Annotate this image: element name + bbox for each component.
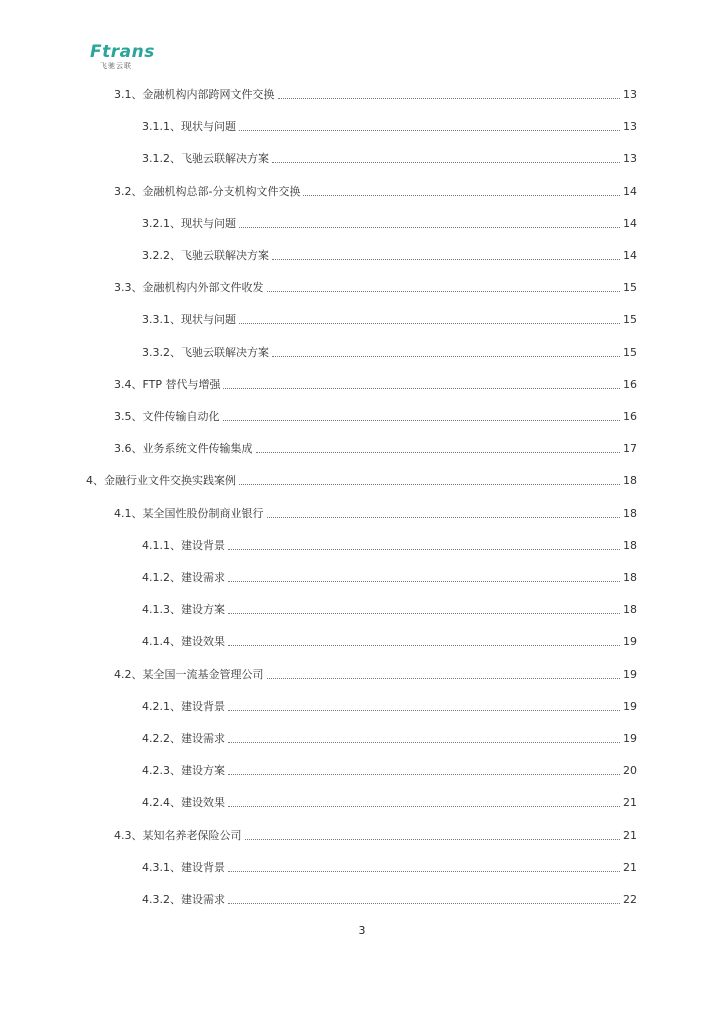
toc-entry-title: 4.2、某全国一流基金管理公司 [114,667,264,681]
toc-entry[interactable] [114,179,637,199]
toc-entry-title: 3.2、金融机构总部-分支机构文件交换 [114,184,301,198]
toc-dot-leader [228,709,620,711]
toc-entry-title: 3.6、业务系统文件传输集成 [114,442,253,456]
toc-entry-title: 4.2.2、建设需求 [142,732,225,745]
toc-entry[interactable] [142,114,637,134]
toc-entry-title: 3.5、文件传输自动化 [114,410,220,423]
toc-entry[interactable] [142,597,637,617]
toc-entry-title: 3.1、金融机构内部跨网文件交换 [114,88,275,101]
toc-entry[interactable] [114,662,637,682]
toc-dot-leader [267,677,621,679]
toc-dot-leader [228,548,620,550]
toc-entry[interactable] [114,275,637,295]
toc-entry[interactable] [142,758,637,778]
toc-dot-leader [228,612,620,614]
toc-entry-page: 18 [623,571,637,584]
toc-entry[interactable] [142,790,637,810]
toc-entry-title: 3.1.1、现状与问题 [142,120,236,134]
toc-dot-leader [228,902,620,904]
toc-entry-page: 21 [623,860,637,874]
toc-entry-title: 4.2.4、建设效果 [142,796,225,810]
toc-entry-title: 3.4、FTP 替代与增强 [114,377,221,391]
toc-entry-title: 4.2.3、建设方案 [142,764,225,778]
toc-dot-leader [267,516,621,518]
toc-entry-title: 3.1.2、飞驰云联解决方案 [142,152,269,166]
toc-entry-page: 18 [623,538,637,552]
toc-dot-leader [228,805,620,807]
toc-entry[interactable] [142,887,637,907]
toc-entry-page: 21 [623,796,637,810]
toc-entry[interactable] [114,501,637,521]
toc-entry[interactable] [142,340,637,360]
toc-entry-title: 4.1.1、建设背景 [142,538,225,552]
toc-dot-leader [239,483,620,485]
toc-dot-leader [239,129,620,131]
toc-entry-page: 19 [623,667,637,681]
toc-entry[interactable] [142,629,637,649]
toc-dot-leader [239,226,620,228]
toc-dot-leader [272,161,620,163]
toc-dot-leader [272,355,620,357]
toc-entry[interactable] [114,823,637,843]
toc-dot-leader [272,258,620,260]
toc-entry[interactable] [142,855,637,875]
toc-entry-page: 17 [623,442,637,456]
toc-entry-page: 14 [623,184,637,198]
toc-dot-leader [228,870,620,872]
toc-entry[interactable] [114,404,637,424]
toc-entry-page: 19 [623,732,637,745]
toc-entry-page: 21 [623,828,637,842]
toc-entry[interactable] [142,726,637,746]
toc-dot-leader [223,387,620,389]
company-logo [90,44,190,70]
toc-entry-title: 3.3.2、飞驰云联解决方案 [142,345,269,359]
toc-entry-page: 19 [623,635,637,649]
toc-entry-title: 3.3.1、现状与问题 [142,313,236,327]
toc-entry-title: 3.2.1、现状与问题 [142,216,236,230]
toc-entry[interactable] [142,243,637,263]
toc-dot-leader [278,97,621,99]
toc-entry-title: 4.3.2、建设需求 [142,893,225,906]
toc-entry-title: 4.1.2、建设需求 [142,571,225,584]
logo-subtitle: 飞驰云联 [100,62,132,70]
toc-entry[interactable] [114,82,637,102]
toc-entry[interactable] [142,146,637,166]
toc-entry-page: 13 [623,120,637,134]
toc-entry[interactable] [86,468,637,488]
toc-entry-page: 15 [623,313,637,327]
toc-dot-leader [245,838,621,840]
logo-brand: Ftrans [90,42,155,62]
toc-dot-leader [239,322,620,324]
toc-entry[interactable] [142,307,637,327]
toc-entry-title: 4.3.1、建设背景 [142,860,225,874]
toc-dot-leader [228,580,620,582]
toc-entry-title: 4.1.3、建设方案 [142,603,225,617]
toc-dot-leader [228,741,620,743]
toc-entry-page: 14 [623,249,637,262]
page-number: 3 [358,924,366,937]
toc-entry-page: 13 [623,88,637,101]
toc-entry-page: 15 [623,345,637,359]
toc-entry-page: 16 [623,377,637,391]
toc-entry-title: 4.3、某知名养老保险公司 [114,828,242,842]
toc-entry[interactable] [142,211,637,231]
toc-entry-page: 18 [623,474,637,488]
toc-entry-title: 3.2.2、飞驰云联解决方案 [142,249,269,262]
toc-entry-page: 18 [623,603,637,617]
toc-entry-page: 20 [623,764,637,778]
toc-entry-page: 15 [623,281,637,295]
toc-entry-title: 4、金融行业文件交换实践案例 [86,474,236,488]
toc-entry-page: 13 [623,152,637,166]
toc-entry[interactable] [114,436,637,456]
toc-entry[interactable] [142,694,637,714]
toc-dot-leader [267,290,621,292]
toc-entry[interactable] [142,533,637,553]
toc-dot-leader [228,773,620,775]
toc-entry-title: 4.2.1、建设背景 [142,699,225,713]
toc-dot-leader [223,419,621,421]
toc-dot-leader [256,451,621,453]
toc-entry-page: 14 [623,216,637,230]
toc-entry-page: 19 [623,699,637,713]
toc-entry[interactable] [114,372,637,392]
toc-entry-title: 4.1、某全国性股份制商业银行 [114,506,264,520]
toc-dot-leader [228,644,620,646]
toc-entry-page: 16 [623,410,637,423]
toc-entry-page: 18 [623,506,637,520]
toc-entry-title: 3.3、金融机构内外部文件收发 [114,281,264,295]
toc-entry-page: 22 [623,893,637,906]
toc-entry[interactable] [142,565,637,585]
toc-entry-title: 4.1.4、建设效果 [142,635,225,649]
toc-dot-leader [303,194,620,196]
